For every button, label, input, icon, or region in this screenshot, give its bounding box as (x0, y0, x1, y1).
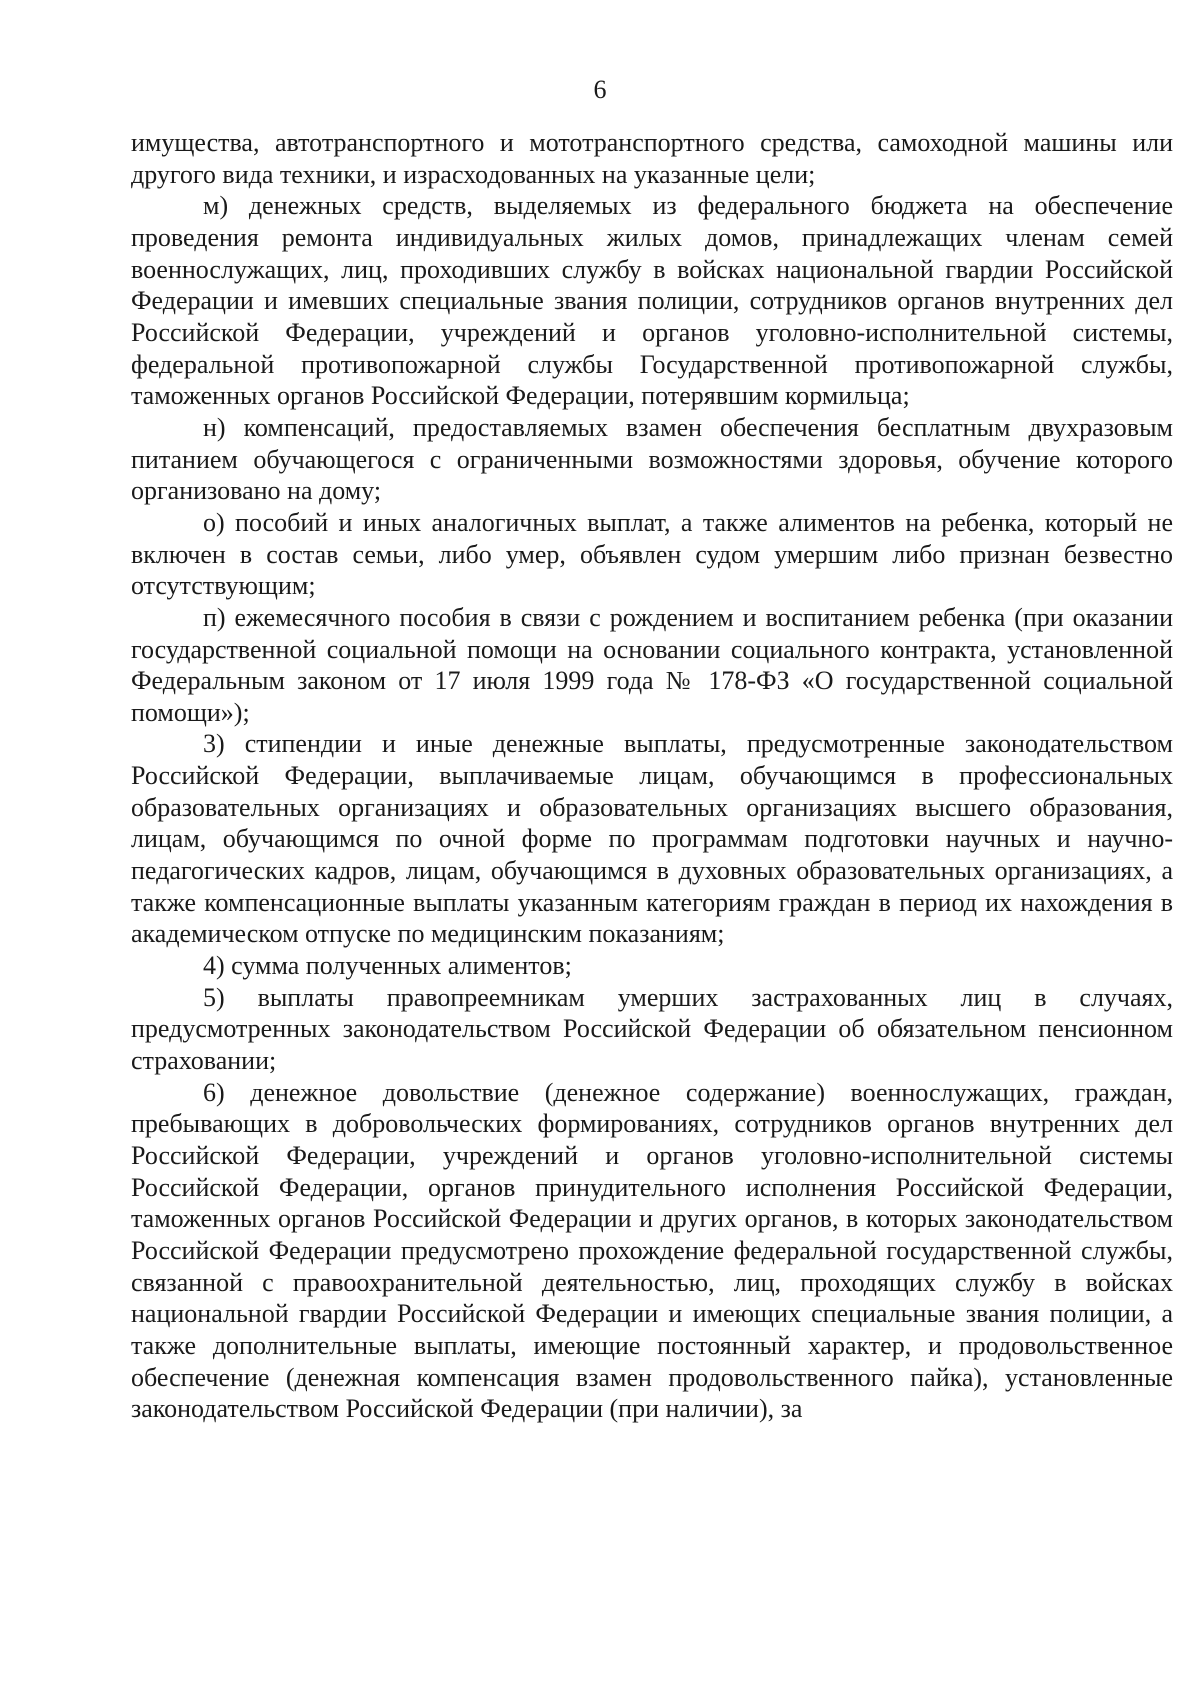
paragraph-item-3: 3) стипендии и иные денежные выплаты, предусмотренные законодательством Российской Федерации, выплачиваемые лицам, обучающимся в профессиональных образовательных организациях и образовательных организациях высшего образования, лицам, обучающимся по очной форме по программам подготовки научных и научно-педагогических кадров, лицам, обучающимся в духовных образовательных организациях, а также компенсационные выплаты указанным категориям граждан в период их нахождения в академическом отпуске по медицинским показаниям; (131, 729, 1173, 949)
paragraph-item-m: м) денежных средств, выделяемых из федерального бюджета на обеспечение проведения ремонта индивидуальных жилых домов, принадлежащих членам семей военнослужащих, лиц, проходивших службу в войсках национальной гвардии Российской Федерации и имевших специальные звания полиции, сотрудников органов внутренних дел Российской Федерации, учреждений и органов уголовно-исполнительной системы, федеральной противопожарной службы Государственной противопожарной службы, таможенных органов Российской Федерации, потерявшим кормильца; (131, 191, 1173, 411)
paragraph-item-6: 6) денежное довольствие (денежное содержание) военнослужащих, граждан, пребывающих в добровольческих формированиях, сотрудников органов внутренних дел Российской Федерации, учреждений и органов уголовно-исполнительной системы Российской Федерации, органов принудительного исполнения Российской Федерации, таможенных органов Российской Федерации и других органов, в которых законодательством Российской Федерации предусмотрено прохождение федеральной государственной службы, связанной с правоохранительной деятельностью, лиц, проходящих службу в войсках национальной гвардии Российской Федерации и имеющих специальные звания полиции, а также дополнительные выплаты, имеющие постоянный характер, и продовольственное обеспечение (денежная компенсация взамен продовольственного пайка), установленные законодательством Российской Федерации (при наличии), за (131, 1077, 1173, 1424)
page-number: 6 (593, 75, 607, 104)
paragraph-item-p: п) ежемесячного пособия в связи с рождением и воспитанием ребенка (при оказании государственной социальной помощи на основании социального контракта, установленной Федеральным законом от 17 июля 1999 года № 178-ФЗ «О государственной социальной помощи»); (131, 602, 1173, 727)
paragraph-item-n: н) компенсаций, предоставляемых взамен обеспечения бесплатным двухразовым питанием обучающегося с ограниченными возможностями здоровья, обучение которого организовано на дому; (131, 412, 1173, 506)
document-body (131, 127, 1173, 1425)
paragraph-item-o: о) пособий и иных аналогичных выплат, а также алиментов на ребенка, который не включен в состав семьи, либо умер, объявлен судом умершим либо признан безвестно отсутствующим; (131, 507, 1173, 601)
paragraph-continuation: имущества, автотранспортного и мототранспортного средства, самоходной машины или другого вида техники, и израсходованных на указанные цели; (131, 128, 1173, 189)
paragraph-item-5: 5) выплаты правопреемникам умерших застрахованных лиц в случаях, предусмотренных законодательством Российской Федерации об обязательном пенсионном страховании; (131, 982, 1173, 1076)
paragraph-item-4: 4) сумма полученных алиментов; (203, 951, 572, 981)
